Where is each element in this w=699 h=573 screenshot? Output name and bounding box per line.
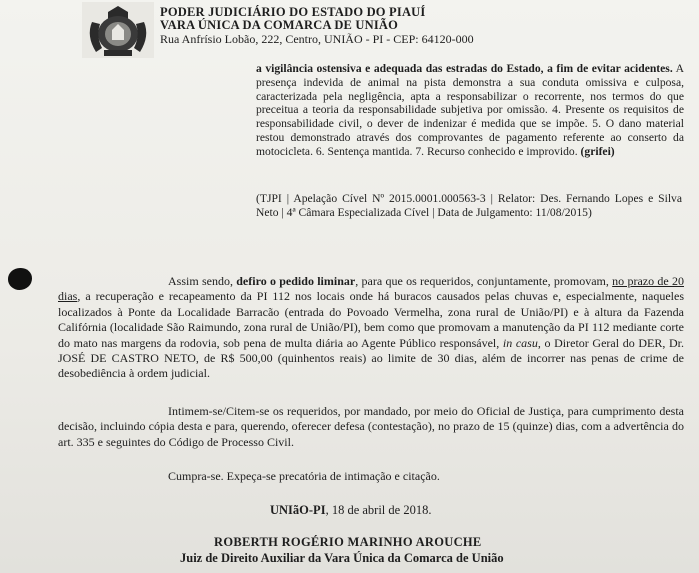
decision-text-2: , a recuperação e recapeamento da PI 112 nos locais onde há buracos causados pelas chuvas e, especialmente, naqueles localizados à Ponte da Localidade Barracão (entrada do Povoado Vermelha, zona rural de União/PI) e à altura da Fazenda Califórnia (localidade São Raimundo, zona rural de União/PI), bem como que promovam a manutenção da PI 112 mediante corte do mato nas margens da rodovia, sob pena de multa diária ao Agente Público responsável, [58,289,684,350]
court-name: PODER JUDICIÁRIO DO ESTADO DO PIAUÍ [160,5,426,19]
signing-place: UNIãO-PI [270,503,326,517]
quote-text: A presença indevida de animal na pista demonstra a sua conduta omissiva e culposa, caracterizada pela negligência, apta a responsabilizar o recorrente, nos termos do que preceitua a teoria da responsabilidade subjetiva por omissão. 4. Presente os requisitos de responsabilidade civil, o dever de indenizar é medida que se impõe. 5. O dano material restou demonstrado através dos comprovantes de pagamento referente ao conserto da motocicleta. 6. Sentença mantida. 7. Recurso conhecido e improvido. [256,62,684,158]
letterhead-text [160,6,620,47]
decision-paragraph [58,274,684,382]
court-address: Rua Anfrísio Lobão, 222, Centro, UNIÃO - PI - CEP: 64120-000 [160,32,474,46]
ink-stain [8,268,32,290]
summons-text: Intimem-se/Citem-se os requeridos, por mandado, por meio do Oficial de Justiça, para cumprimento desta decisão, incluindo cópia desta e para, querendo, oferecer defesa (contestação), no prazo de 15 (quinze) dias, com a advertência do art. 335 e seguintes do Código de Processo Civil. [58,404,684,449]
judge-name: ROBERTH ROGÉRIO MARINHO AROUCHE [214,535,482,549]
quote-emphasis-note: (grifei) [577,144,615,158]
judge-role: Juiz de Direito Auxiliar da Vara Única da Comarca de União [180,551,504,565]
signing-date [270,503,431,518]
compliance-paragraph: Cumpra-se. Expeça-se precatória de intimação e citação. [168,469,440,483]
court-division: VARA ÚNICA DA COMARCA DE UNIÃO [160,18,399,32]
latin-term: in casu [502,335,538,350]
decision-intro: Assim sendo, [168,274,237,288]
quote-bold-start: a vigilância ostensiva e adequada das estradas do Estado, a fim de evitar acidentes. [256,62,673,75]
signing-date-text: , 18 de abril de 2018. [325,503,432,517]
decision-text-1: , para que os requeridos, conjuntamente, promovam, [355,274,613,288]
case-citation: (TJPI | Apelação Cível Nº 2015.0001.000563-3 | Relator: Des. Fernando Lopes e Silva Neto | 4ª Câmara Especializada Cível | Data de Julgamento: 11/08/2015) [256,192,682,219]
deadline: no prazo de 20 dias [58,274,684,304]
jurisprudence-quote [256,62,684,159]
decision-text-3: , o Diretor Geral do DER, Dr. JOSÉ DE CASTRO NETO, de R$ 500,00 (quinhentos reais) ao limite de 30 dias, além de incorrer nas penas de crime de desobediência à ordem judicial. [58,335,684,381]
coat-of-arms-icon [82,2,154,58]
summons-paragraph [58,404,684,450]
decision-grant: defiro o pedido liminar [236,274,356,288]
